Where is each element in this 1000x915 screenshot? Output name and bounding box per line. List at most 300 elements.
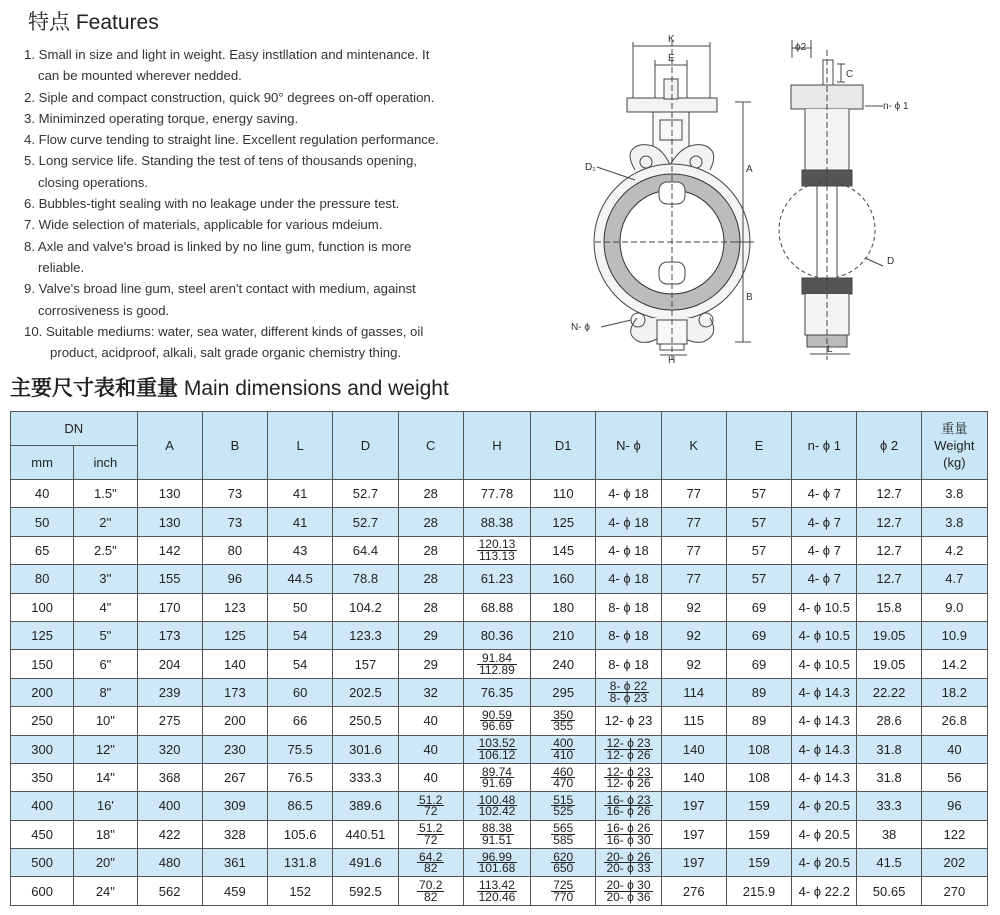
label-h: H xyxy=(668,355,676,366)
table-row xyxy=(11,763,988,791)
cell-e: 215.9 xyxy=(726,877,791,905)
cell-b: 73 xyxy=(202,508,267,536)
cell-k: 115 xyxy=(661,707,726,735)
cell-n-phi1: 4- ϕ 7 xyxy=(792,565,857,593)
header-c: C xyxy=(398,412,463,480)
fraction-bottom: 20- ϕ 33 xyxy=(606,861,651,876)
cell-n-phi xyxy=(596,792,661,820)
cell-weight: 9.0 xyxy=(921,593,987,621)
cell-mm: 600 xyxy=(11,877,74,905)
cell-weight: 4.7 xyxy=(921,565,987,593)
fraction-top: 70.2 xyxy=(419,878,443,893)
feature-item xyxy=(24,108,494,129)
cell-k: 92 xyxy=(661,621,726,649)
cell-n-phi1: 4- ϕ 14.3 xyxy=(792,763,857,791)
cell-n-phi1: 4- ϕ 7 xyxy=(792,480,857,508)
cell-e: 89 xyxy=(726,707,791,735)
table-row xyxy=(11,536,988,564)
feature-item xyxy=(24,321,494,364)
cell-d1: 210 xyxy=(531,621,596,649)
cell-a: 422 xyxy=(137,820,202,848)
cell-k: 77 xyxy=(661,508,726,536)
table-row xyxy=(11,707,988,735)
table-title xyxy=(10,372,449,402)
cell-mm: 300 xyxy=(11,735,74,763)
header-weight xyxy=(921,412,987,480)
cell-a: 170 xyxy=(137,593,202,621)
cell-d1 xyxy=(531,792,596,820)
cell-inch: 4" xyxy=(74,593,137,621)
cell-c: 28 xyxy=(398,508,463,536)
fraction-value xyxy=(480,764,514,791)
header-inch: inch xyxy=(74,446,137,480)
cell-e: 108 xyxy=(726,763,791,791)
table-row xyxy=(11,650,988,678)
cell-b: 361 xyxy=(202,849,267,877)
cell-d1: 145 xyxy=(531,536,596,564)
cell-weight: 122 xyxy=(921,820,987,848)
cell-c: 28 xyxy=(398,536,463,564)
cell-d1 xyxy=(531,735,596,763)
cell-e: 159 xyxy=(726,792,791,820)
cell-mm: 100 xyxy=(11,593,74,621)
fraction-value xyxy=(477,792,518,819)
cell-e: 69 xyxy=(726,593,791,621)
cell-inch: 2'' xyxy=(74,508,137,536)
cell-a: 130 xyxy=(137,508,202,536)
cell-c: 29 xyxy=(398,650,463,678)
cell-n-phi1: 4- ϕ 7 xyxy=(792,536,857,564)
cell-phi2: 19.05 xyxy=(857,621,921,649)
cell-phi2: 22.22 xyxy=(857,678,921,706)
cell-mm: 200 xyxy=(11,678,74,706)
cell-mm: 80 xyxy=(11,565,74,593)
fraction-bottom: 12- ϕ 26 xyxy=(606,747,651,762)
header-b: B xyxy=(202,412,267,480)
fraction-value xyxy=(551,823,575,845)
cell-inch: 2.5" xyxy=(74,536,137,564)
cell-n-phi1: 4- ϕ 20.5 xyxy=(792,792,857,820)
fraction-top: 350 xyxy=(553,707,574,722)
table-row xyxy=(11,735,988,763)
cell-c: 32 xyxy=(398,678,463,706)
cell-weight: 14.2 xyxy=(921,650,987,678)
fraction-top: 91.84 xyxy=(477,653,517,665)
fraction-top: 8- ϕ 22 xyxy=(609,679,648,694)
cell-b: 125 xyxy=(202,621,267,649)
fraction-value xyxy=(417,880,444,902)
cell-d: 491.6 xyxy=(333,849,398,877)
cell-c xyxy=(398,877,463,905)
cell-k: 77 xyxy=(661,536,726,564)
cell-k: 92 xyxy=(661,593,726,621)
cell-k: 77 xyxy=(661,480,726,508)
fraction-top: 400 xyxy=(553,736,574,751)
cell-d1: 240 xyxy=(531,650,596,678)
header-e: E xyxy=(726,412,791,480)
fraction-value xyxy=(477,849,518,876)
cell-n-phi1: 4- ϕ 10.5 xyxy=(792,593,857,621)
cell-n-phi1: 4- ϕ 20.5 xyxy=(792,849,857,877)
cell-k: 77 xyxy=(661,565,726,593)
cell-c xyxy=(398,820,463,848)
cell-a: 320 xyxy=(137,735,202,763)
table-row xyxy=(11,565,988,593)
fraction-bottom: 410 xyxy=(553,747,574,762)
cell-k: 276 xyxy=(661,877,726,905)
feature-line-continued: product, acidproof, alkali, salt grade organic chemistry thing. xyxy=(50,345,402,361)
cell-phi2: 12.7 xyxy=(857,480,921,508)
fraction-bottom: 102.42 xyxy=(478,804,516,819)
feature-line-continued: closing operations. xyxy=(38,174,148,190)
cell-d: 78.8 xyxy=(333,565,398,593)
header-mm: mm xyxy=(11,446,74,480)
cell-mm: 40 xyxy=(11,480,74,508)
cell-e: 159 xyxy=(726,820,791,848)
cell-phi2: 12.7 xyxy=(857,565,921,593)
cell-h: 80.36 xyxy=(463,621,530,649)
fraction-value xyxy=(604,880,652,902)
dimensions-table xyxy=(10,411,988,906)
cell-inch: 24" xyxy=(74,877,137,905)
cell-n-phi: 4- ϕ 18 xyxy=(596,565,661,593)
cell-h xyxy=(463,820,530,848)
feature-item xyxy=(24,236,494,279)
cell-inch: 8" xyxy=(74,678,137,706)
feature-line: 9. Valve's broad line gum, steel aren't contact with medium, against xyxy=(24,281,416,297)
cell-b: 309 xyxy=(202,792,267,820)
fraction-top: 725 xyxy=(553,878,574,893)
cell-l: 152 xyxy=(268,877,333,905)
feature-item xyxy=(24,44,494,87)
cell-n-phi1: 4- ϕ 14.3 xyxy=(792,678,857,706)
feature-item xyxy=(24,87,494,108)
fraction-value xyxy=(551,849,575,876)
cell-c xyxy=(398,849,463,877)
cell-c: 40 xyxy=(398,735,463,763)
cell-e: 89 xyxy=(726,678,791,706)
cell-d: 52.7 xyxy=(333,508,398,536)
cell-d: 592.5 xyxy=(333,877,398,905)
cell-e: 69 xyxy=(726,650,791,678)
label-l: L xyxy=(827,344,833,355)
cell-d1: 110 xyxy=(531,480,596,508)
cell-d: 104.2 xyxy=(333,593,398,621)
cell-d1 xyxy=(531,763,596,791)
cell-inch: 20" xyxy=(74,849,137,877)
cell-e: 57 xyxy=(726,480,791,508)
fraction-bottom: 91.51 xyxy=(481,832,512,847)
fraction-top: 460 xyxy=(553,764,574,779)
cell-mm: 500 xyxy=(11,849,74,877)
label-phi2: ϕ2 xyxy=(795,42,807,53)
label-d1: D₁ xyxy=(585,162,596,173)
cell-a: 368 xyxy=(137,763,202,791)
cell-n-phi1: 4- ϕ 20.5 xyxy=(792,820,857,848)
table-title-en: Main dimensions and weight xyxy=(183,377,449,400)
cell-n-phi1: 4- ϕ 7 xyxy=(792,508,857,536)
cell-a: 480 xyxy=(137,849,202,877)
cell-l: 131.8 xyxy=(268,849,333,877)
table-row xyxy=(11,621,988,649)
cell-phi2: 41.5 xyxy=(857,849,921,877)
header-weight-unit: (kg) xyxy=(943,455,966,470)
feature-line: 10. Suitable mediums: water, sea water, different kinds of gasses, oil xyxy=(24,323,424,339)
feature-item xyxy=(24,129,494,150)
cell-phi2: 15.8 xyxy=(857,593,921,621)
cell-d1: 295 xyxy=(531,678,596,706)
cell-e: 159 xyxy=(726,849,791,877)
cell-c xyxy=(398,792,463,820)
header-n-phi1: n- ϕ 1 xyxy=(792,412,857,480)
cell-a: 155 xyxy=(137,565,202,593)
fraction-value xyxy=(551,738,575,760)
cell-c: 29 xyxy=(398,621,463,649)
cell-h xyxy=(463,735,530,763)
cell-d: 250.5 xyxy=(333,707,398,735)
cell-inch: 6" xyxy=(74,650,137,678)
fraction-top: 120.13 xyxy=(478,537,516,552)
cell-n-phi1: 4- ϕ 14.3 xyxy=(792,707,857,735)
feature-line-continued: corrosiveness is good. xyxy=(38,302,170,318)
cell-a: 562 xyxy=(137,877,202,905)
cell-b: 80 xyxy=(202,536,267,564)
fraction-top: 100.48 xyxy=(478,792,516,807)
fraction-bottom: 112.89 xyxy=(479,662,515,677)
cell-mm: 50 xyxy=(11,508,74,536)
cell-d1: 125 xyxy=(531,508,596,536)
fraction-value xyxy=(477,880,518,902)
cell-phi2: 38 xyxy=(857,820,921,848)
fraction-value xyxy=(477,539,518,561)
fraction-top: 515 xyxy=(553,792,574,807)
header-weight-en: Weight xyxy=(934,438,975,453)
cell-l: 41 xyxy=(268,508,333,536)
cell-weight: 96 xyxy=(921,792,987,820)
feature-line: 3. Miniminzed operating torque, energy saving. xyxy=(24,110,299,126)
cell-a: 130 xyxy=(137,480,202,508)
fraction-top: 113.42 xyxy=(477,880,518,892)
header-d: D xyxy=(333,412,398,480)
fraction-bottom: 101.68 xyxy=(478,861,516,876)
cell-mm: 150 xyxy=(11,650,74,678)
cell-h xyxy=(463,707,530,735)
feature-line: 2. Siple and compact construction, quick 90° degrees on-off operation. xyxy=(24,89,435,105)
cell-n-phi: 4- ϕ 18 xyxy=(596,536,661,564)
cell-n-phi xyxy=(596,763,661,791)
cell-b: 267 xyxy=(202,763,267,791)
fraction-value xyxy=(480,823,514,845)
cell-weight: 18.2 xyxy=(921,678,987,706)
label-c: C xyxy=(846,69,854,80)
label-n-phi: N- ϕ xyxy=(571,322,590,333)
cell-l: 54 xyxy=(268,650,333,678)
cell-h xyxy=(463,792,530,820)
cell-d1 xyxy=(531,820,596,848)
fraction-bottom: 72 xyxy=(424,832,438,847)
cell-k: 197 xyxy=(661,820,726,848)
fraction-top: 20- ϕ 30 xyxy=(606,878,651,893)
cell-d1: 160 xyxy=(531,565,596,593)
fraction-value xyxy=(551,792,575,819)
feature-line: 1. Small in size and light in weight. Easy instllation and mintenance. It xyxy=(24,47,430,62)
cell-e: 57 xyxy=(726,508,791,536)
cell-d1 xyxy=(531,849,596,877)
cell-d1 xyxy=(531,877,596,905)
cell-l: 43 xyxy=(268,536,333,564)
cell-d: 389.6 xyxy=(333,792,398,820)
cell-c: 40 xyxy=(398,707,463,735)
feature-line-continued: reliable. xyxy=(38,259,85,275)
header-a: A xyxy=(137,412,202,480)
cell-h xyxy=(463,650,530,678)
label-n-phi1: n- ϕ 1 xyxy=(883,101,909,112)
cell-n-phi: 4- ϕ 18 xyxy=(596,480,661,508)
fraction-top: 64.2 xyxy=(419,849,443,864)
fraction-bottom: 82 xyxy=(424,889,438,904)
table-row xyxy=(11,508,988,536)
feature-line: 6. Bubbles-tight sealing with no leakage under the pressure test. xyxy=(24,196,400,212)
label-e: E xyxy=(668,53,675,64)
cell-h xyxy=(463,877,530,905)
cell-phi2: 28.6 xyxy=(857,707,921,735)
fraction-top: 96.99 xyxy=(477,852,518,864)
cell-inch: 5" xyxy=(74,621,137,649)
cell-h xyxy=(463,849,530,877)
cell-mm: 450 xyxy=(11,820,74,848)
cell-h: 76.35 xyxy=(463,678,530,706)
fraction-value xyxy=(417,849,444,876)
fraction-bottom: 770 xyxy=(553,889,574,904)
label-d: D xyxy=(887,256,895,267)
cell-b: 230 xyxy=(202,735,267,763)
fraction-bottom: 82 xyxy=(424,861,438,876)
cell-n-phi1: 4- ϕ 22.2 xyxy=(792,877,857,905)
cell-k: 140 xyxy=(661,735,726,763)
cell-a: 142 xyxy=(137,536,202,564)
fraction-top: 620 xyxy=(553,849,574,864)
fraction-value xyxy=(477,738,518,760)
fraction-value xyxy=(604,764,652,791)
cell-a: 204 xyxy=(137,650,202,678)
fraction-bottom: 91.69 xyxy=(481,776,512,791)
cell-mm: 400 xyxy=(11,792,74,820)
cell-d1: 180 xyxy=(531,593,596,621)
fraction-value xyxy=(417,823,444,845)
fraction-bottom: 96.69 xyxy=(481,719,512,734)
fraction-top: 16- ϕ 26 xyxy=(606,821,651,836)
cell-l: 66 xyxy=(268,707,333,735)
cell-inch: 10" xyxy=(74,707,137,735)
fraction-top: 12- ϕ 23 xyxy=(606,764,651,779)
fraction-bottom: 650 xyxy=(553,861,574,876)
fraction-bottom: 355 xyxy=(553,719,574,734)
cell-d: 440.51 xyxy=(333,820,398,848)
cell-e: 69 xyxy=(726,621,791,649)
cell-a: 400 xyxy=(137,792,202,820)
cell-n-phi: 8- ϕ 18 xyxy=(596,593,661,621)
valve-technical-drawing xyxy=(565,30,925,370)
cell-l: 50 xyxy=(268,593,333,621)
cell-h xyxy=(463,536,530,564)
fraction-bottom: 120.46 xyxy=(478,889,516,904)
label-k: K xyxy=(668,34,675,45)
fraction-top: 51.2 xyxy=(419,792,443,807)
cell-n-phi xyxy=(596,820,661,848)
cell-e: 57 xyxy=(726,536,791,564)
cell-k: 140 xyxy=(661,763,726,791)
table-body xyxy=(11,480,988,906)
cell-d1 xyxy=(531,707,596,735)
fraction-top: 51.2 xyxy=(419,821,443,836)
feature-line-continued: can be mounted wherever nedded. xyxy=(38,68,242,84)
fraction-bottom: 72 xyxy=(424,804,438,819)
cell-weight: 4.2 xyxy=(921,536,987,564)
cell-l: 86.5 xyxy=(268,792,333,820)
fraction-bottom: 16- ϕ 26 xyxy=(606,804,651,819)
fraction-value xyxy=(417,792,444,819)
cell-b: 328 xyxy=(202,820,267,848)
cell-c: 28 xyxy=(398,593,463,621)
table-title-cn: 主要尺寸表和重量 xyxy=(10,377,178,400)
cell-k: 92 xyxy=(661,650,726,678)
fraction-value xyxy=(604,849,652,876)
cell-h: 88.38 xyxy=(463,508,530,536)
cell-n-phi1: 4- ϕ 10.5 xyxy=(792,650,857,678)
cell-c: 40 xyxy=(398,763,463,791)
fraction-bottom: 470 xyxy=(553,776,574,791)
label-b: B xyxy=(746,292,753,303)
cell-phi2: 12.7 xyxy=(857,536,921,564)
cell-a: 239 xyxy=(137,678,202,706)
cell-k: 197 xyxy=(661,849,726,877)
feature-line: 5. Long service life. Standing the test of tens of thousands opening, xyxy=(24,153,417,169)
header-weight-cn: 重量 xyxy=(941,421,968,436)
cell-d: 333.3 xyxy=(333,763,398,791)
cell-mm: 250 xyxy=(11,707,74,735)
fraction-top: 88.38 xyxy=(481,821,512,836)
cell-k: 197 xyxy=(661,792,726,820)
cell-l: 44.5 xyxy=(268,565,333,593)
fraction-value xyxy=(604,823,652,845)
cell-mm: 125 xyxy=(11,621,74,649)
cell-weight: 10.9 xyxy=(921,621,987,649)
fraction-bottom: 12- ϕ 26 xyxy=(606,776,651,791)
cell-k: 114 xyxy=(661,678,726,706)
cell-n-phi xyxy=(596,678,661,706)
cell-d: 64.4 xyxy=(333,536,398,564)
table-row xyxy=(11,820,988,848)
fraction-value xyxy=(477,653,517,675)
fraction-bottom: 585 xyxy=(553,832,574,847)
cell-d: 301.6 xyxy=(333,735,398,763)
cell-weight: 3.8 xyxy=(921,480,987,508)
fraction-top: 90.59 xyxy=(481,707,512,722)
header-l: L xyxy=(268,412,333,480)
cell-d: 157 xyxy=(333,650,398,678)
feature-line: 4. Flow curve tending to straight line. Excellent regulation performance. xyxy=(24,132,439,148)
cell-b: 73 xyxy=(202,480,267,508)
cell-b: 123 xyxy=(202,593,267,621)
table-row xyxy=(11,877,988,905)
cell-n-phi xyxy=(596,849,661,877)
fraction-top: 16- ϕ 23 xyxy=(606,792,651,807)
table-row xyxy=(11,849,988,877)
feature-line: 8. Axle and valve's broad is linked by no line gum, function is more xyxy=(24,238,412,254)
fraction-value xyxy=(480,707,514,734)
fraction-top: 89.74 xyxy=(481,764,512,779)
cell-n-phi: 8- ϕ 18 xyxy=(596,650,661,678)
